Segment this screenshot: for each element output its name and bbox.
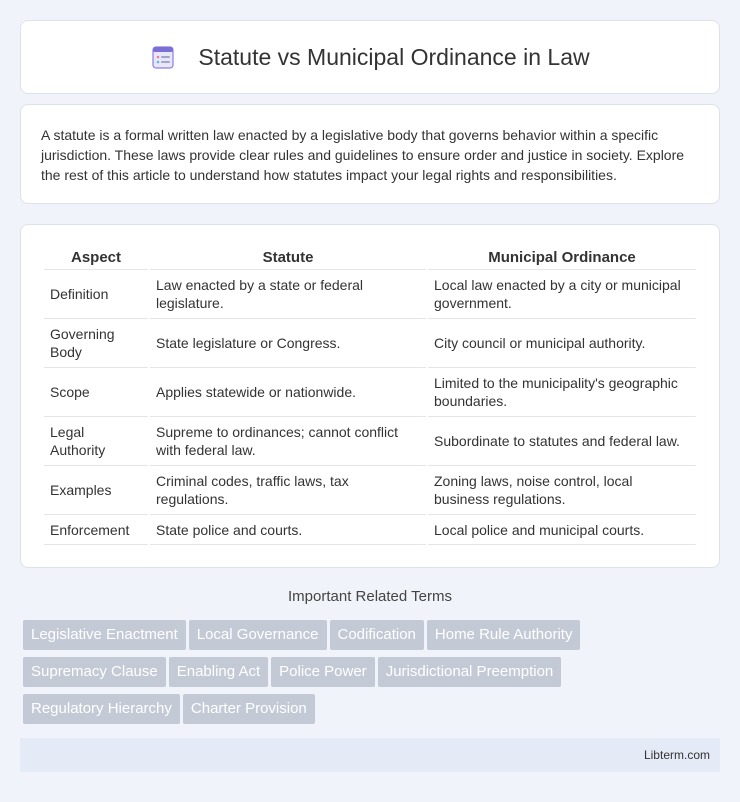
row-ordinance: Local law enacted by a city or municipal government. (428, 270, 696, 319)
related-term-tag[interactable]: Police Power (271, 657, 375, 687)
related-term-tag[interactable]: Jurisdictional Preemption (378, 657, 562, 687)
table-row (44, 466, 696, 515)
related-term-tag[interactable]: Home Rule Authority (427, 620, 581, 650)
row-aspect: Enforcement (44, 515, 148, 545)
table-row (44, 368, 696, 417)
related-terms-title: Important Related Terms (288, 588, 452, 605)
header-statute: Statute (150, 241, 426, 270)
row-ordinance: Subordinate to statutes and federal law. (428, 417, 696, 466)
table-header-row (44, 241, 696, 270)
comparison-table-card (20, 224, 720, 568)
table-row (44, 270, 696, 319)
row-aspect: Definition (44, 270, 148, 319)
header-municipal-ordinance: Municipal Ordinance (428, 241, 696, 270)
row-aspect: Scope (44, 368, 148, 417)
row-statute: Law enacted by a state or federal legislature. (150, 270, 426, 319)
row-ordinance: Zoning laws, noise control, local business regulations. (428, 466, 696, 515)
row-statute: State legislature or Congress. (150, 319, 426, 368)
document-list-icon (150, 44, 176, 70)
related-term-tag[interactable]: Codification (330, 620, 424, 650)
row-statute: Criminal codes, traffic laws, tax regulations. (150, 466, 426, 515)
related-term-tag[interactable]: Supremacy Clause (23, 657, 166, 687)
table-row (44, 319, 696, 368)
footer-site-link[interactable]: Libterm.com (643, 748, 710, 762)
row-aspect: Examples (44, 466, 148, 515)
intro-card (20, 104, 720, 204)
row-aspect: Governing Body (44, 319, 148, 368)
title-card (20, 20, 720, 94)
page-title: Statute vs Municipal Ordinance in Law (198, 43, 590, 70)
related-term-tag[interactable]: Legislative Enactment (23, 620, 186, 650)
table-row (44, 515, 696, 545)
row-statute: Supreme to ordinances; cannot conflict with federal law. (150, 417, 426, 466)
row-statute: State police and courts. (150, 515, 426, 545)
related-terms-list (23, 620, 723, 731)
comparison-table (42, 241, 698, 545)
intro-text: A statute is a formal written law enacted by a legislative body that governs behavior within a specific jurisdiction. These laws provide clear rules and guidelines to ensure order and justice in society. Explore the rest of this article to understand how statutes impact your legal rights and responsibilities. (41, 127, 685, 183)
row-ordinance: City council or municipal authority. (428, 319, 696, 368)
related-term-tag[interactable]: Local Governance (189, 620, 327, 650)
row-statute: Applies statewide or nationwide. (150, 368, 426, 417)
table-row (44, 417, 696, 466)
row-aspect: Legal Authority (44, 417, 148, 466)
row-ordinance: Local police and municipal courts. (428, 515, 696, 545)
related-term-tag[interactable]: Charter Provision (183, 694, 315, 724)
related-term-tag[interactable]: Regulatory Hierarchy (23, 694, 180, 724)
footer (20, 738, 720, 772)
related-term-tag[interactable]: Enabling Act (169, 657, 268, 687)
row-ordinance: Limited to the municipality's geographic boundaries. (428, 368, 696, 417)
header-aspect: Aspect (44, 241, 148, 270)
